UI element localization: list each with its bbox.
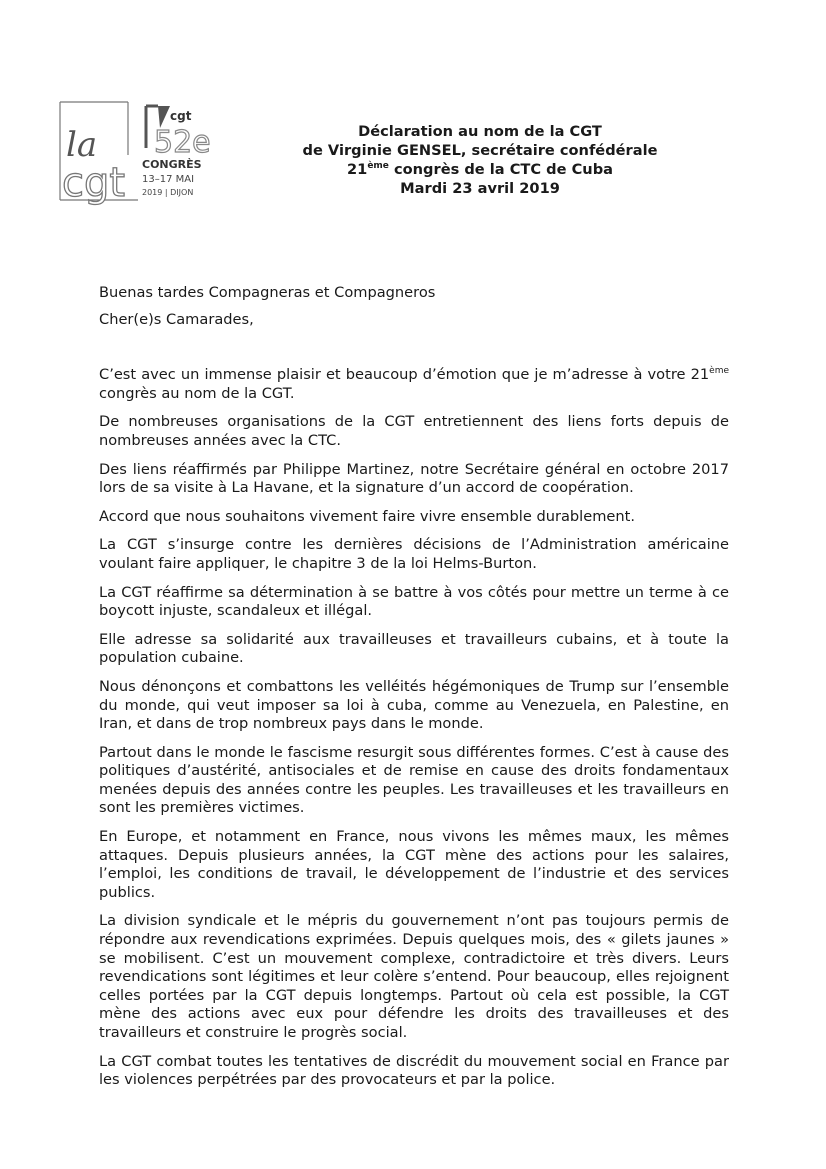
paragraph-6: La CGT réaffirme sa détermination à se battre à vos côtés pour mettre un terme à ce boycott injuste, scandaleux et illégal. (99, 583, 729, 620)
edition-text: 52e (154, 125, 211, 160)
header-line-2: de Virginie GENSEL, secrétaire confédérale (302, 142, 658, 159)
paragraph-9: Partout dans le monde le fascisme resurgit sous différentes formes. C’est à cause des politiques d’austérité, antisociales et de remise en cause des droits fondamentaux menées depuis des années contre les peuples. Les travailleuses et les travailleurs en sont les premières victimes. (99, 743, 729, 817)
greeting-french: Cher(e)s Camarades, (99, 310, 254, 328)
cgt-congress-logo (58, 100, 218, 212)
emblem-cgt-text: cgt (170, 109, 192, 123)
header-line-3 (230, 160, 730, 179)
paragraph-8: Nous dénonçons et combattons les velléités hégémoniques de Trump sur l’ensemble du monde, qui veut imposer sa loi à cuba, comme au Venezuela, en Palestine, en Iran, et dans de trop nombreux pays dans le monde. (99, 677, 729, 733)
greeting-spanish: Buenas tardes Compagneras et Compagneros (99, 284, 436, 301)
declaration-header (230, 122, 730, 198)
header-superscript: ème (367, 161, 389, 172)
logo-cgt-text: cgt (62, 160, 126, 206)
paragraph-3: Des liens réaffirmés par Philippe Martinez, notre Secrétaire général en octobre 2017 lors de sa visite à La Havane, et la signature d’un accord de coopération. (99, 460, 729, 497)
paragraph-5: La CGT s’insurge contre les dernières décisions de l’Administration américaine voulant faire appliquer, le chapitre 3 de la loi Helms-Burton. (99, 536, 729, 572)
paragraph-11: La division syndicale et le mépris du gouvernement n’ont pas toujours permis de répondre aux revendications exprimées. Depuis quelques mois, des « gilets jaunes » se mobilisent. C’est un mouvement complexe, contradictoire et très divers. Leurs revendications sont légitimes et leur colère s’entend. Pour beaucoup, elles rejoignent celles portées par la CGT depuis longtemps. Partout où cela est possible, la CGT mène des actions avec eux pour défendre les droits des travailleuses et des travailleurs et construire le progrès social. (99, 912, 729, 1041)
speech-body (99, 284, 729, 1100)
header-congress-text: congrès de la CTC de Cuba (388, 161, 613, 178)
header-date: Mardi 23 avril 2019 (400, 180, 560, 197)
paragraph-1-start: C’est avec un immense plaisir et beaucoup d’émotion que je m’adresse à votre 21 (99, 366, 710, 384)
dates-text: 13–17 MAI (142, 174, 195, 185)
paragraph-7: Elle adresse sa solidarité aux travailleuses et travailleurs cubains, et à toute la population cubaine. (99, 630, 729, 667)
paragraph-4: Accord que nous souhaitons vivement faire vivre ensemble durablement. (99, 507, 636, 525)
paragraph-10: En Europe, et notamment en France, nous vivons les mêmes maux, les mêmes attaques. Depuis plusieurs années, la CGT mène des actions pour les salaires, l’emploi, les conditions de travail, le développement de l’industrie et des services publics. (99, 828, 729, 901)
paragraph-1-superscript: ème (709, 366, 729, 377)
place-text: 2019 | DIJON (142, 188, 194, 197)
congres-text: CONGRÈS (142, 158, 202, 171)
paragraph-12: La CGT combat toutes les tentatives de discrédit du mouvement social en France par les violences perpétrées par des provocateurs et par la police. (99, 1052, 729, 1089)
paragraph-1-end: congrès au nom de la CGT. (99, 384, 295, 402)
paragraph-1 (99, 366, 729, 403)
header-congress-number: 21 (347, 161, 368, 178)
header-line-1: Déclaration au nom de la CGT (358, 123, 602, 140)
logo-la-text: la (66, 125, 98, 165)
paragraph-2: De nombreuses organisations de la CGT entretiennent des liens forts depuis de nombreuses années avec la CTC. (99, 413, 729, 449)
